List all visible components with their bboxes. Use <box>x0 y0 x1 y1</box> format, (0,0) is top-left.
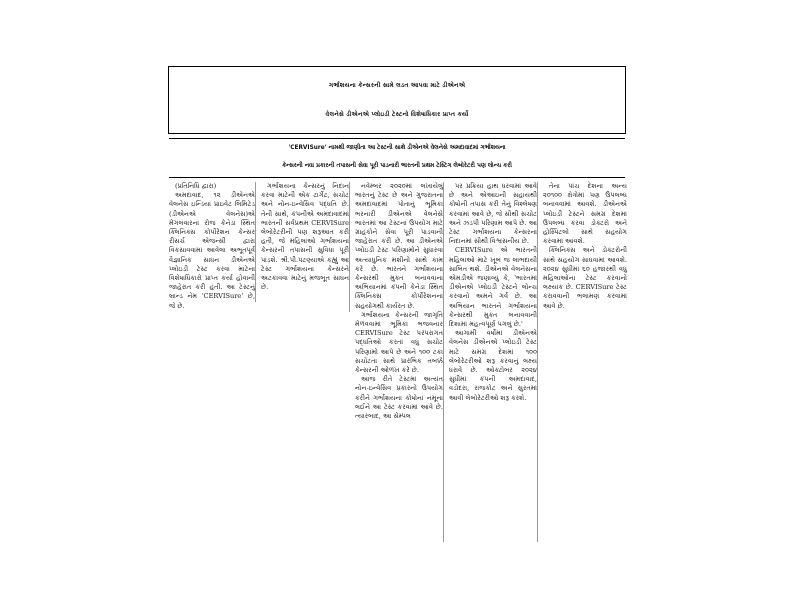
paragraph: આગામી વર્ષોમાં ડીએનએ વેલનેસ ડીએનએ પ્લોઇડી ટેસ્ટ માટે સમગ્ર દેશમાં ૧૦૦ લેબોરેટરીઓ શરૂ કરવાનું લક્ષ્ય ધરાવે છે. ઓક્ટોબર ૨૦૨૪ સુધીમાં કંપની અમદાવાદ, વડોદરા, રાજકોટ અને સુરતમાં આવી લેબોરેટરીઓ શરૂ કરશે. <box>449 329 537 402</box>
subheadline-line-1: 'CERVISure' નામથી જાણીતા આ ટેસ્ટની સાથે ડીએનએ વેલનેસે અમદાવાદમાં ગર્ભાશયના <box>288 145 506 151</box>
paragraph: તેના પાંચ દેશના અન્ય ૨૦૧૦૦ ક્ષેત્રોમાં પણ ઉપલબ્ધ બનાવવામાં આવશે. ડીએનએ પ્લોઇડી ટેસ્ટને સમગ્ર દેશમાં ઉપલબ્ધ કરવા ડોક્ટરો અને હોસ્પિટલો સાથે સહયોગ કરવામાં આવશે. <box>543 182 627 246</box>
article-column-5 <box>543 182 627 362</box>
dateline: (પ્રતિનિધિ દ્વારા) <box>175 182 217 190</box>
subheadline <box>169 138 625 178</box>
paragraph: આજ રીતે ટેસ્ટમાં અત્યંત નોન-ઇન્વેસિવ પ્રકારનો ઉપયોગ કરીને ગર્ભાશયના કોષોના નમૂના લઈને આ ટેસ્ટ કરવામાં આવે છે. ત્યારબાદ, આ સેમ્પલ <box>355 375 443 421</box>
headline-line-2: વેલનેસે ડીએનએ પ્લોઇડી ટેસ્ટનો વિશેષાધિકાર પ્રાપ્ત કર્યો <box>325 111 469 118</box>
article-column-4 <box>449 182 538 542</box>
subheadline-line-2: કેન્સરની નવા પ્રકારની તપાસની સેવા પૂરી પાડનારી ભારતની પ્રથમ ટેસ્ટિંગ લેબોરેટરી પણ લોન્ચ કરી <box>282 163 512 169</box>
article-column-3 <box>355 182 444 542</box>
paragraph: નવેમ્બર ૨૦૨૦માં લખાયેલું ભારતનું ટેસ્ટ છે અને ગુજરાતના અમદાવાદમાં પોતાનું ભૂમિકા ભરનારી ડીએનએ વેલનેસે ભારતમાં આ ટેસ્ટના ઉપયોગ માટે ગ્રાહકોને સેવા પૂરી પાડવાની જાહેરાત કરી છે. આ ડીએનએ પ્લોઇડી ટેસ્ટ પરિણામોને સુધારવા અત્યાધુનિક મશીનો સાથે કામ કરે છે. ભારતને ગર્ભાશયના કેન્સરથી મુક્ત બનાવવાના અભિયાનમાં કંપની કેનેડા સ્થિત ક્લિનિક્સ કોર્પોરેશનના સહયોગથી કાર્યરત છે. <box>355 182 443 310</box>
article-column-2 <box>261 182 350 312</box>
article-column-1 <box>169 182 256 310</box>
paragraph: ગર્ભાશયના કેન્સરનું નિદાન કરવા માટેની એક ટાર્ગેટ, સચોટ અને નોન-ઇન્વેસિવ પદ્ધતિ છે. તેની સાથે, કંપનીએ અમદાવાદમાં ભારતની સર્વપ્રથમ CERVISure લેબોરેટરીની પણ શરૂઆત કરી હતી, જે મહિલાઓ ગર્ભાશયના કેન્સરની તપાસની સુવિધા પૂરી પાડશે. શ્રી.પી.પટણ્યાએ કહ્યું આ ટેસ્ટ ગર્ભાશયના કેન્સરને અટકાવવા માટેનું મજબૂત સાધન છે. <box>261 182 349 292</box>
paragraph: પર પ્રક્રિયા હાથ ધરવામાં આવે છે અને એઆઇની સહાયથી કોષોની તપાસ કરી તેનું વિશ્લેષણ કરવામાં આવે છે, જે સૌથી સચોટ અને ઝડપી પરિણામ આપે છે. આ ટેસ્ટ ગર્ભાશયના કેન્સરના નિદાનમાં સૌથી વિશ્વસનીય છે. <box>449 182 537 246</box>
paragraph: ક્લિનિક્સ અને ડોક્ટરોની સાથે સહયોગ સાધવામાં આવશે. ૨૦૨૪ સુધીમાં ૬૦ હજારથી વધુ મહિલાઓના ટેસ્ટ કરવાનો લક્ષ્યાંક છે. CERVISure ટેસ્ટ કરાવવાની ભલામણ કરવામાં આવે છે. <box>543 246 627 310</box>
paragraph: ગર્ભાશયના કેન્સરની જાગૃતિ મેળવવામાં ભૂમિકા ભજવનાર CERVISure ટેસ્ટ પરંપરાગત પદ્ધતિઓ કરતાં વધુ સચોટ પરિણામો આપે છે અને ૧૦૦ ટકા સચોટતા સાથે પ્રારંભિક તબક્કે કેન્સરની ઓળખ કરે છે. <box>355 310 443 375</box>
headline-line-1: ગર્ભાશયના કેન્સરની સામે લડત આપવા માટે ડીએનએ <box>328 82 466 89</box>
newspaper-clipping <box>167 62 629 542</box>
headline-box <box>168 66 626 134</box>
paragraph: અમદાવાદ, ૧૨ ડીએનએ વેલનેસ ઇન્ડિયા પ્રાઇવેટ લિમિટેડ (ડીએનએ વેલનેસ)એ મેંગલવારના રોજ કેનેડા સ્થિત ક્લિનિક્સ કોર્પોરેશન કેન્સર રીસર્ચ એજન્સી દ્વારા વિકસાવવામાં આવેલા અભૂતપૂર્વ વૈજ્ઞાનિક સાધન ડીએનએ પ્લોઇડી ટેસ્ટ કરવા માટેના વિશેષાધિકારો પ્રાપ્ત કર્યા હોવાની જાહેરાત કરી હતી. આ ટેસ્ટનું બ્રાન્ડ નેમ 'CERVISure' છે, જે છે. <box>169 191 255 310</box>
article-body <box>169 182 627 542</box>
paragraph: CERVISure એ ભારતની મહિલાઓ માટે ખૂબ જ લાભદાયી સાબિત થશે. ડીએનએ વેલનેસના એમડીએ જણાવ્યું કે, 'ભારતમાં ડીએનએ પ્લોઇડી ટેસ્ટને લોન્ચ કરવાનો અમને ગર્વ છે. આ અભિયાન ભારતને ગર્ભાશયના કેન્સરથી મુક્ત બનાવવાની દિશામાં મહત્વપૂર્ણ પગલું છે.' <box>449 246 537 329</box>
